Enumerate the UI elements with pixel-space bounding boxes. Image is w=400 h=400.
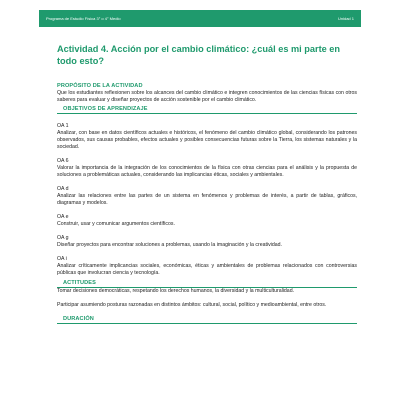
actitud-text: Tomar decisiones democráticas, respetando los derechos humanos, la diversidad y la multiculturalidad. [57,288,295,294]
document-content [57,44,357,324]
oa-label: OA d [57,186,69,192]
oa-text: Analizar las relaciones entre las partes de un sistema en fenómenos y problemas de interés, a partir de tablas, gráficos, diagramas y modelos. [57,193,357,206]
objetivos-heading: OBJETIVOS DE APRENDIZAJE [63,106,148,112]
oa-text: Analizar críticamente implicancias sociales, económicas, éticas y ambientales de problemas relacionados con controversias públicas que involucran ciencia y tecnología. [57,263,357,276]
actitud-text: Participar asumiendo posturas razonadas en distintos ámbitos: cultural, social, político y medioambiental, entre otros. [57,302,327,308]
oa-text: Diseñar proyectos para encontrar soluciones a problemas, usando la imaginación y la creatividad. [57,242,282,248]
actitudes-heading: ACTITUDES [63,280,96,286]
duracion-underline [57,323,357,324]
header-bar [39,10,361,27]
proposito-text: Que los estudiantes reflexionen sobre los alcances del cambio climático e integren conocimientos de las ciencias físicas con otros saberes para evaluar y diseñar proyectos de acción sostenible por el cambio climático. [57,90,357,103]
oa-text: Valorar la importancia de la integración de los conocimientos de la física con otras ciencias para el análisis y la propuesta de soluciones a problemáticas actuales, considerando las implicancias éticas, sociales y ambientales. [57,165,357,178]
oa-text: Analizar, con base en datos científicos actuales e históricos, el fenómeno del cambio climático global, considerando los patrones observados, sus causas probables, efectos actuales y posibles consecuencias futuras sobre la Tierra, los sistemas naturales y la sociedad. [57,130,357,150]
oa-text: Construir, usar y comunicar argumentos científicos. [57,221,175,227]
oa-label: OA e [57,214,69,220]
duracion-heading: DURACIÓN [63,316,94,322]
oa-label: OA 1 [57,123,69,129]
proposito-heading: PROPÓSITO DE LA ACTIVIDAD [57,83,143,89]
program-name: Programa de Estudio Física 3° o 4° Medio [46,16,121,21]
oa-label: OA i [57,256,67,262]
activity-title: Actividad 4. Acción por el cambio climático: ¿cuál es mi parte en todo esto? [57,44,341,66]
oa-label: OA g [57,235,69,241]
oa-label: OA 6 [57,158,69,164]
unit-label: Unidad 1 [337,16,354,21]
